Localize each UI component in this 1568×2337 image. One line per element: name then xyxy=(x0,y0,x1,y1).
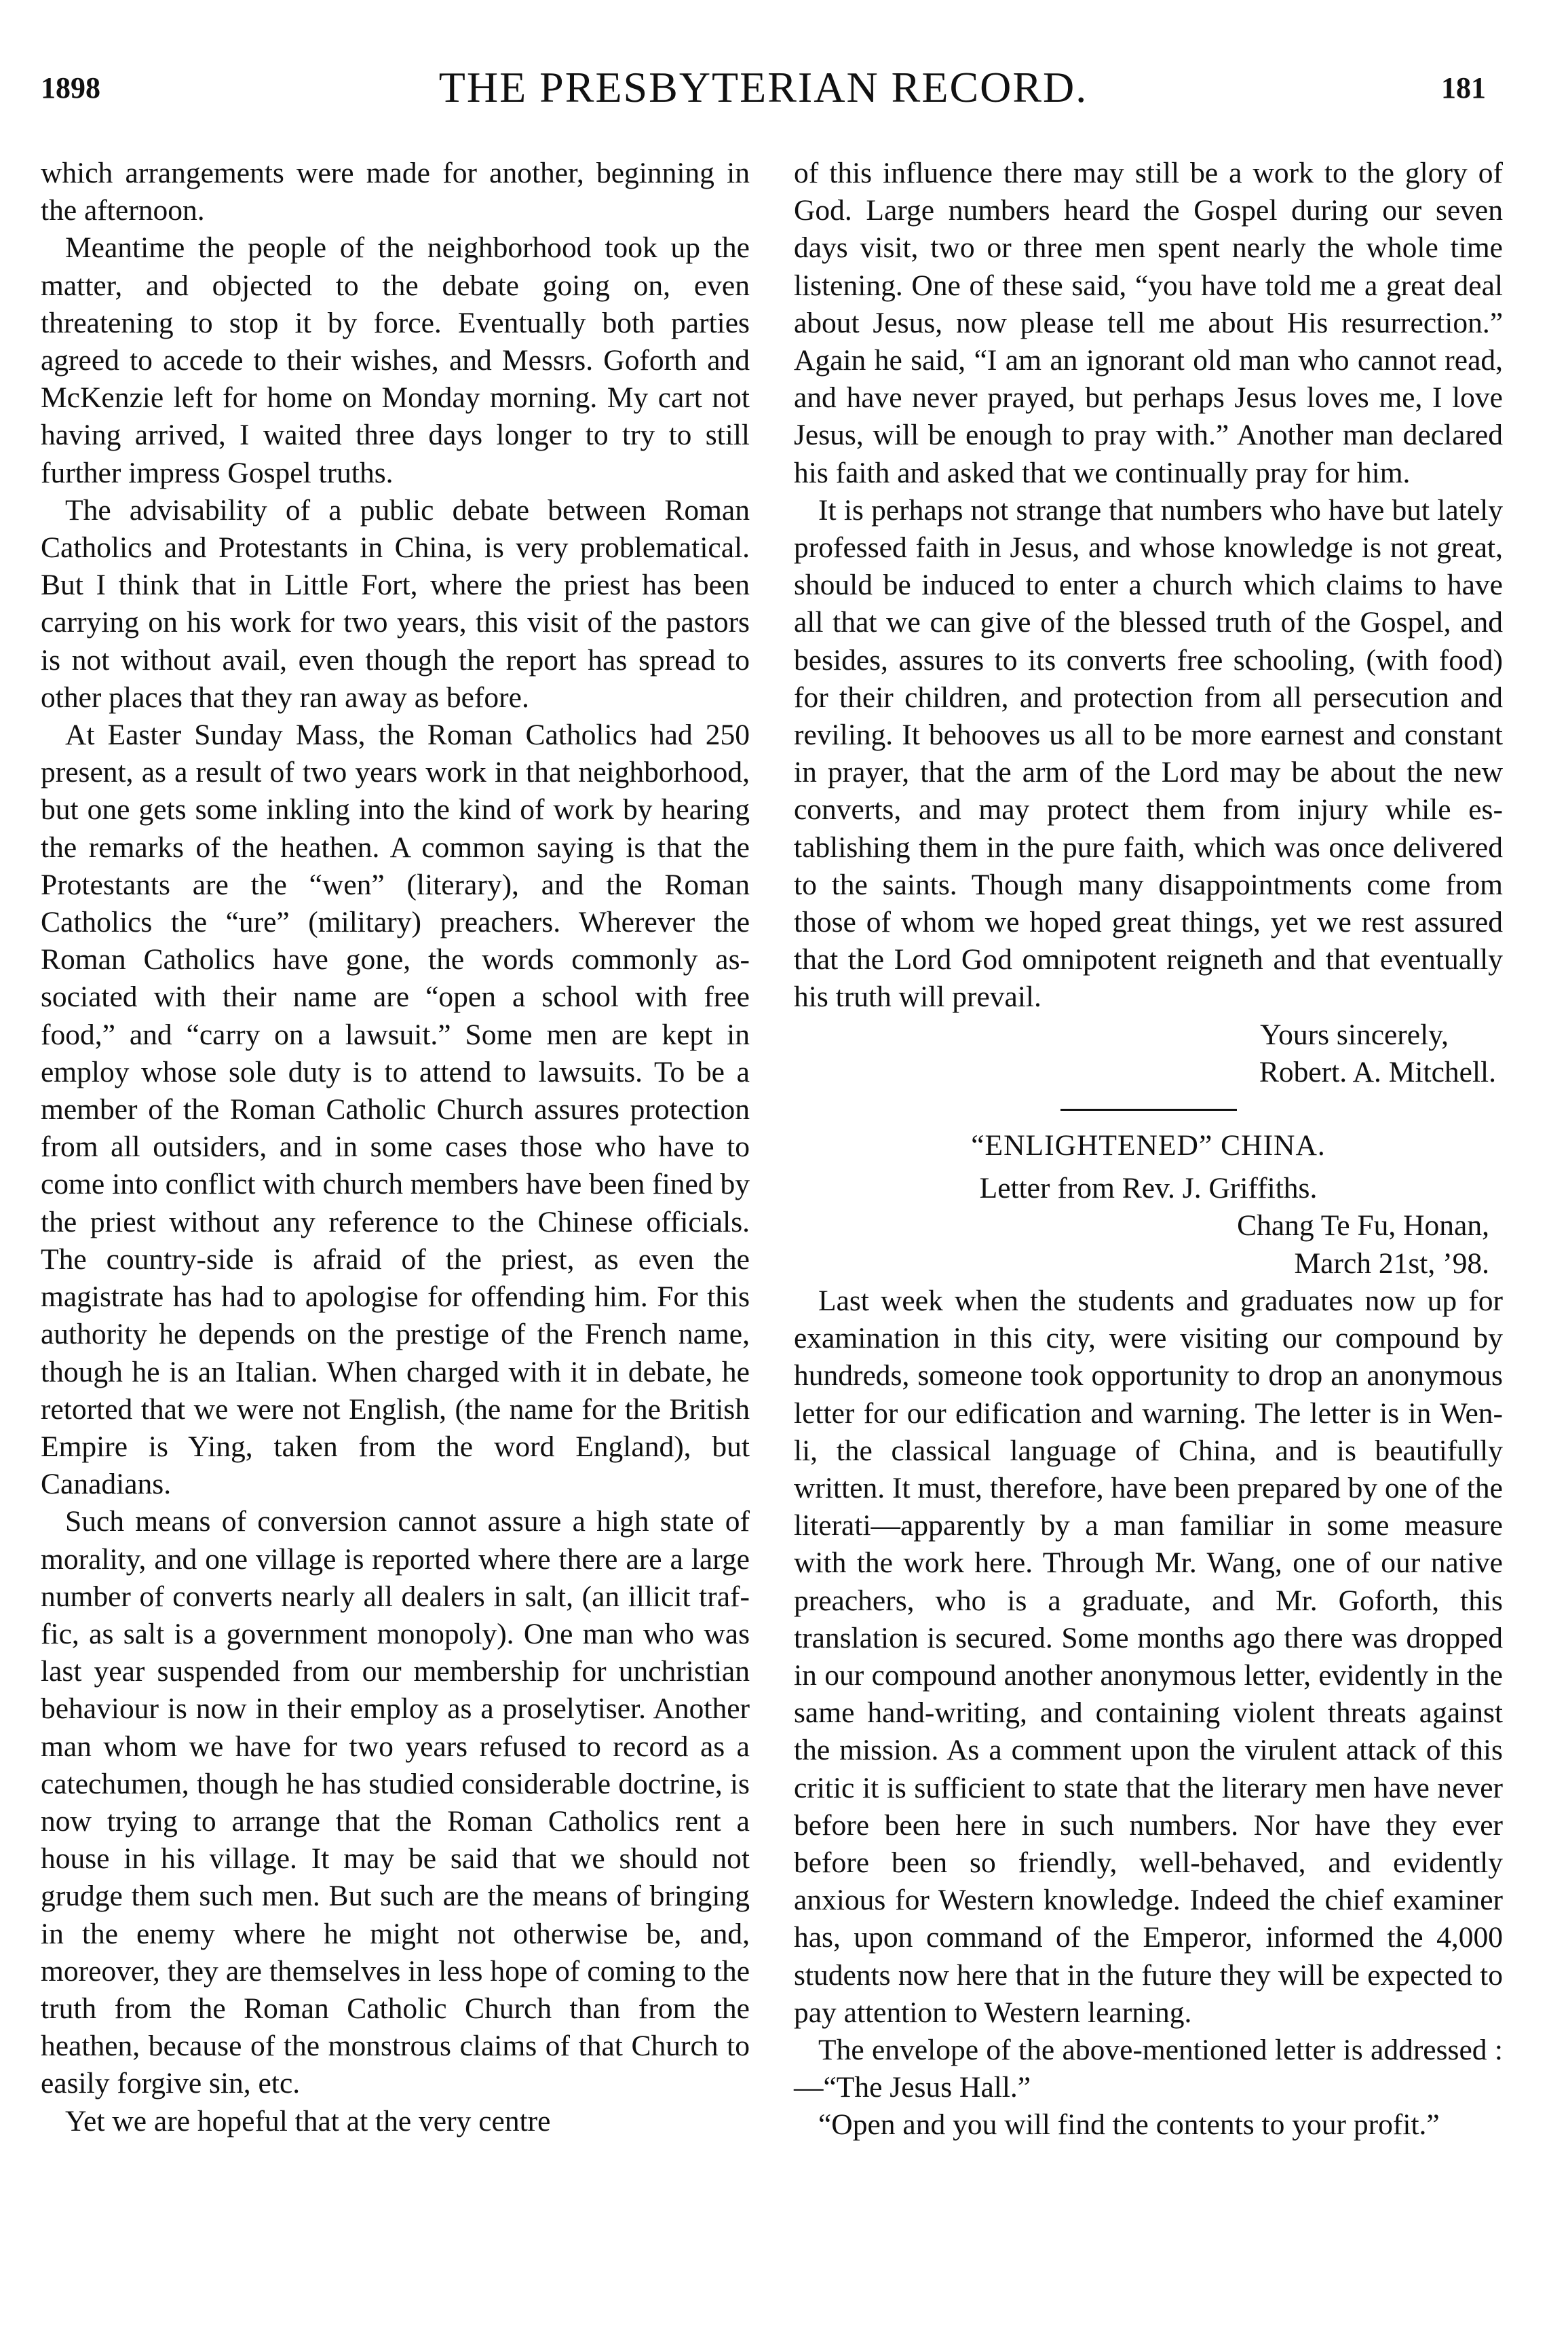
paragraph: At Easter Sunday Mass, the Roman Catholics had 250 present, as a result of two years work in that neighborhood, but one gets some inkling into the kind of work by hearing the remarks of the heathen. A common saying is that the Protestants are the “wen” (literary), and the Roman Catholics the “ure” (military) preachers. Wherever the Roman Catholics have gone, the words commonly associated with their name are “open a school with free food,” and “carry on a lawsuit.” Some men are kept in employ whose sole duty is to attend to lawsuits. To be a member of the Roman Catholic Church assures protection from all outsiders, and in some cases those who have to come into conflict with church members have been fined by the priest without any reference to the Chinese officials. The country-side is afraid of the priest, as even the magistrate has had to apologise for offending him. For this authority he depends on the prestige of the French name, though he is an Italian. When charged with it in debate, he retorted that we were not English, (the name for the British Empire is Ying, taken from the word England), but Canadians. xyxy=(41,719,750,1501)
paragraph: which arrangements were made for another, beginning in the afternoon. xyxy=(41,157,750,227)
article-subtitle: Letter from Rev. J. Griffiths. xyxy=(979,1172,1318,1205)
letter-signature: Robert. A. Mitchell. xyxy=(1259,1055,1496,1088)
article-title: “ENLIGHTENED” CHINA. xyxy=(971,1129,1326,1162)
paragraph: It is perhaps not strange that numbers who have but lately professed faith in Jesus, and whose knowledge is not great, should be induced to enter a church which claims to have all that we can give of the blessed truth of the Gospel, and besides, assures to its converts free schooling, (with food) for their children, and protection from all persecution and reviling. It behooves us all to be more earnest and constant in prayer, that the arm of the Lord may be about the new converts, and may protect them from injury while establishing them in the pure faith, which was once delivered to the saints. Though many disappointments come from those of whom we hoped great things, yet we rest assured that the Lord God omnipotent reigneth and that eventually his truth will prevail. xyxy=(794,493,1503,1014)
page-number: 181 xyxy=(1441,71,1486,104)
letter-closing: Yours sincerely, xyxy=(1260,1018,1449,1051)
paragraph: Meantime the people of the neighborhood took up the matter, and objected to the debate going on, even threatening to stop it by force. Eventually both parties agreed to accede to their wishes, and Messrs. Goforth and McKenzie left for home on Monday morning. My cart not having arrived, I waited three days longer to try to still further impress Gospel truths. xyxy=(41,231,750,489)
paragraph: “Open and you will find the contents to your profit.” xyxy=(818,2108,1440,2142)
right-column xyxy=(794,155,1503,2144)
left-column xyxy=(41,155,750,2140)
dateline-place: Chang Te Fu, Honan, xyxy=(1237,1209,1489,1242)
paragraph: Yet we are hopeful that at the very centre xyxy=(65,2104,551,2138)
paragraph: The advisability of a public debate between Roman Catholics and Protestants in China, is very problematical. But I think that in Little Fort, where the priest has been carrying on his work for two years, this visit of the pastors is not without avail, even though the report has spread to other places that they ran away as before. xyxy=(41,493,750,714)
header-year: 1898 xyxy=(41,71,100,104)
dateline-date: March 21st, ’98. xyxy=(1294,1247,1489,1280)
paragraph: The envelope of the above-mentioned letter is addressed :—“The Jesus Hall.” xyxy=(794,2033,1503,2104)
publication-title: THE PRESBYTERIAN RECORD. xyxy=(438,63,1088,111)
page-header xyxy=(41,62,1486,124)
paragraph: Such means of conversion cannot assure a high state of morality, and one village is reported where there are a large number of converts nearly all dealers in salt, (an illicit traffic, as salt is a government monopoly). One man who was last year suspended from our membership for unchristian behaviour is now in their employ as a proselytiser. Another man whom we have for two years refused to record as a catechumen, though he has studied considerable doctrine, is now trying to arrange that the Roman Catholics rent a house in his village. It may be said that we should not grudge them such men. But such are the means of bringing in the enemy where he might not otherwise be, and, moreover, they are themselves in less hope of coming to the truth from the Roman Catholic Church than from the heathen, because of the monstrous claims of that Church to easily forgive sin, etc. xyxy=(41,1505,750,2100)
section-divider xyxy=(1060,1109,1237,1111)
paragraph: Last week when the students and graduates now up for examination in this city, were visiting our compound by hundreds, someone took opportunity to drop an anonymous letter for our edification and warning. The letter is in Wen-li, the classical language of China, and is beautifully written. It must, therefore, have been prepared by one of the literati—apparently by a man familiar in some measure with the work here. Through Mr. Wang, one of our native preachers, who is a graduate, and Mr. Goforth, this translation is secured. Some months ago there was dropped in our compound another anonymous letter, evidently in the same hand-writing, and containing violent threats against the mission. As a comment upon the virulent attack of this critic it is sufficient to state that the literary men have never before been here in such numbers. Nor have they ever before been so friendly, well-behaved, and evidently anxious for Western knowledge. Indeed the chief examiner has, upon command of the Emperor, informed the 4,000 students now here that in the future they will be expected to pay attention to Western learning. xyxy=(794,1284,1503,2029)
paragraph: of this influence there may still be a work to the glory of God. Large numbers heard the Gospel during our seven days visit, two or three men spent nearly the whole time listening. One of these said, “you have told me a great deal about Jesus, now please tell me about His resurrection.” Again he said, “I am an ignorant old man who cannot read, and have never prayed, but perhaps Jesus loves me, I love Jesus, will be enough to pray with.” Another man declared his faith and asked that we continually pray for him. xyxy=(794,157,1503,489)
